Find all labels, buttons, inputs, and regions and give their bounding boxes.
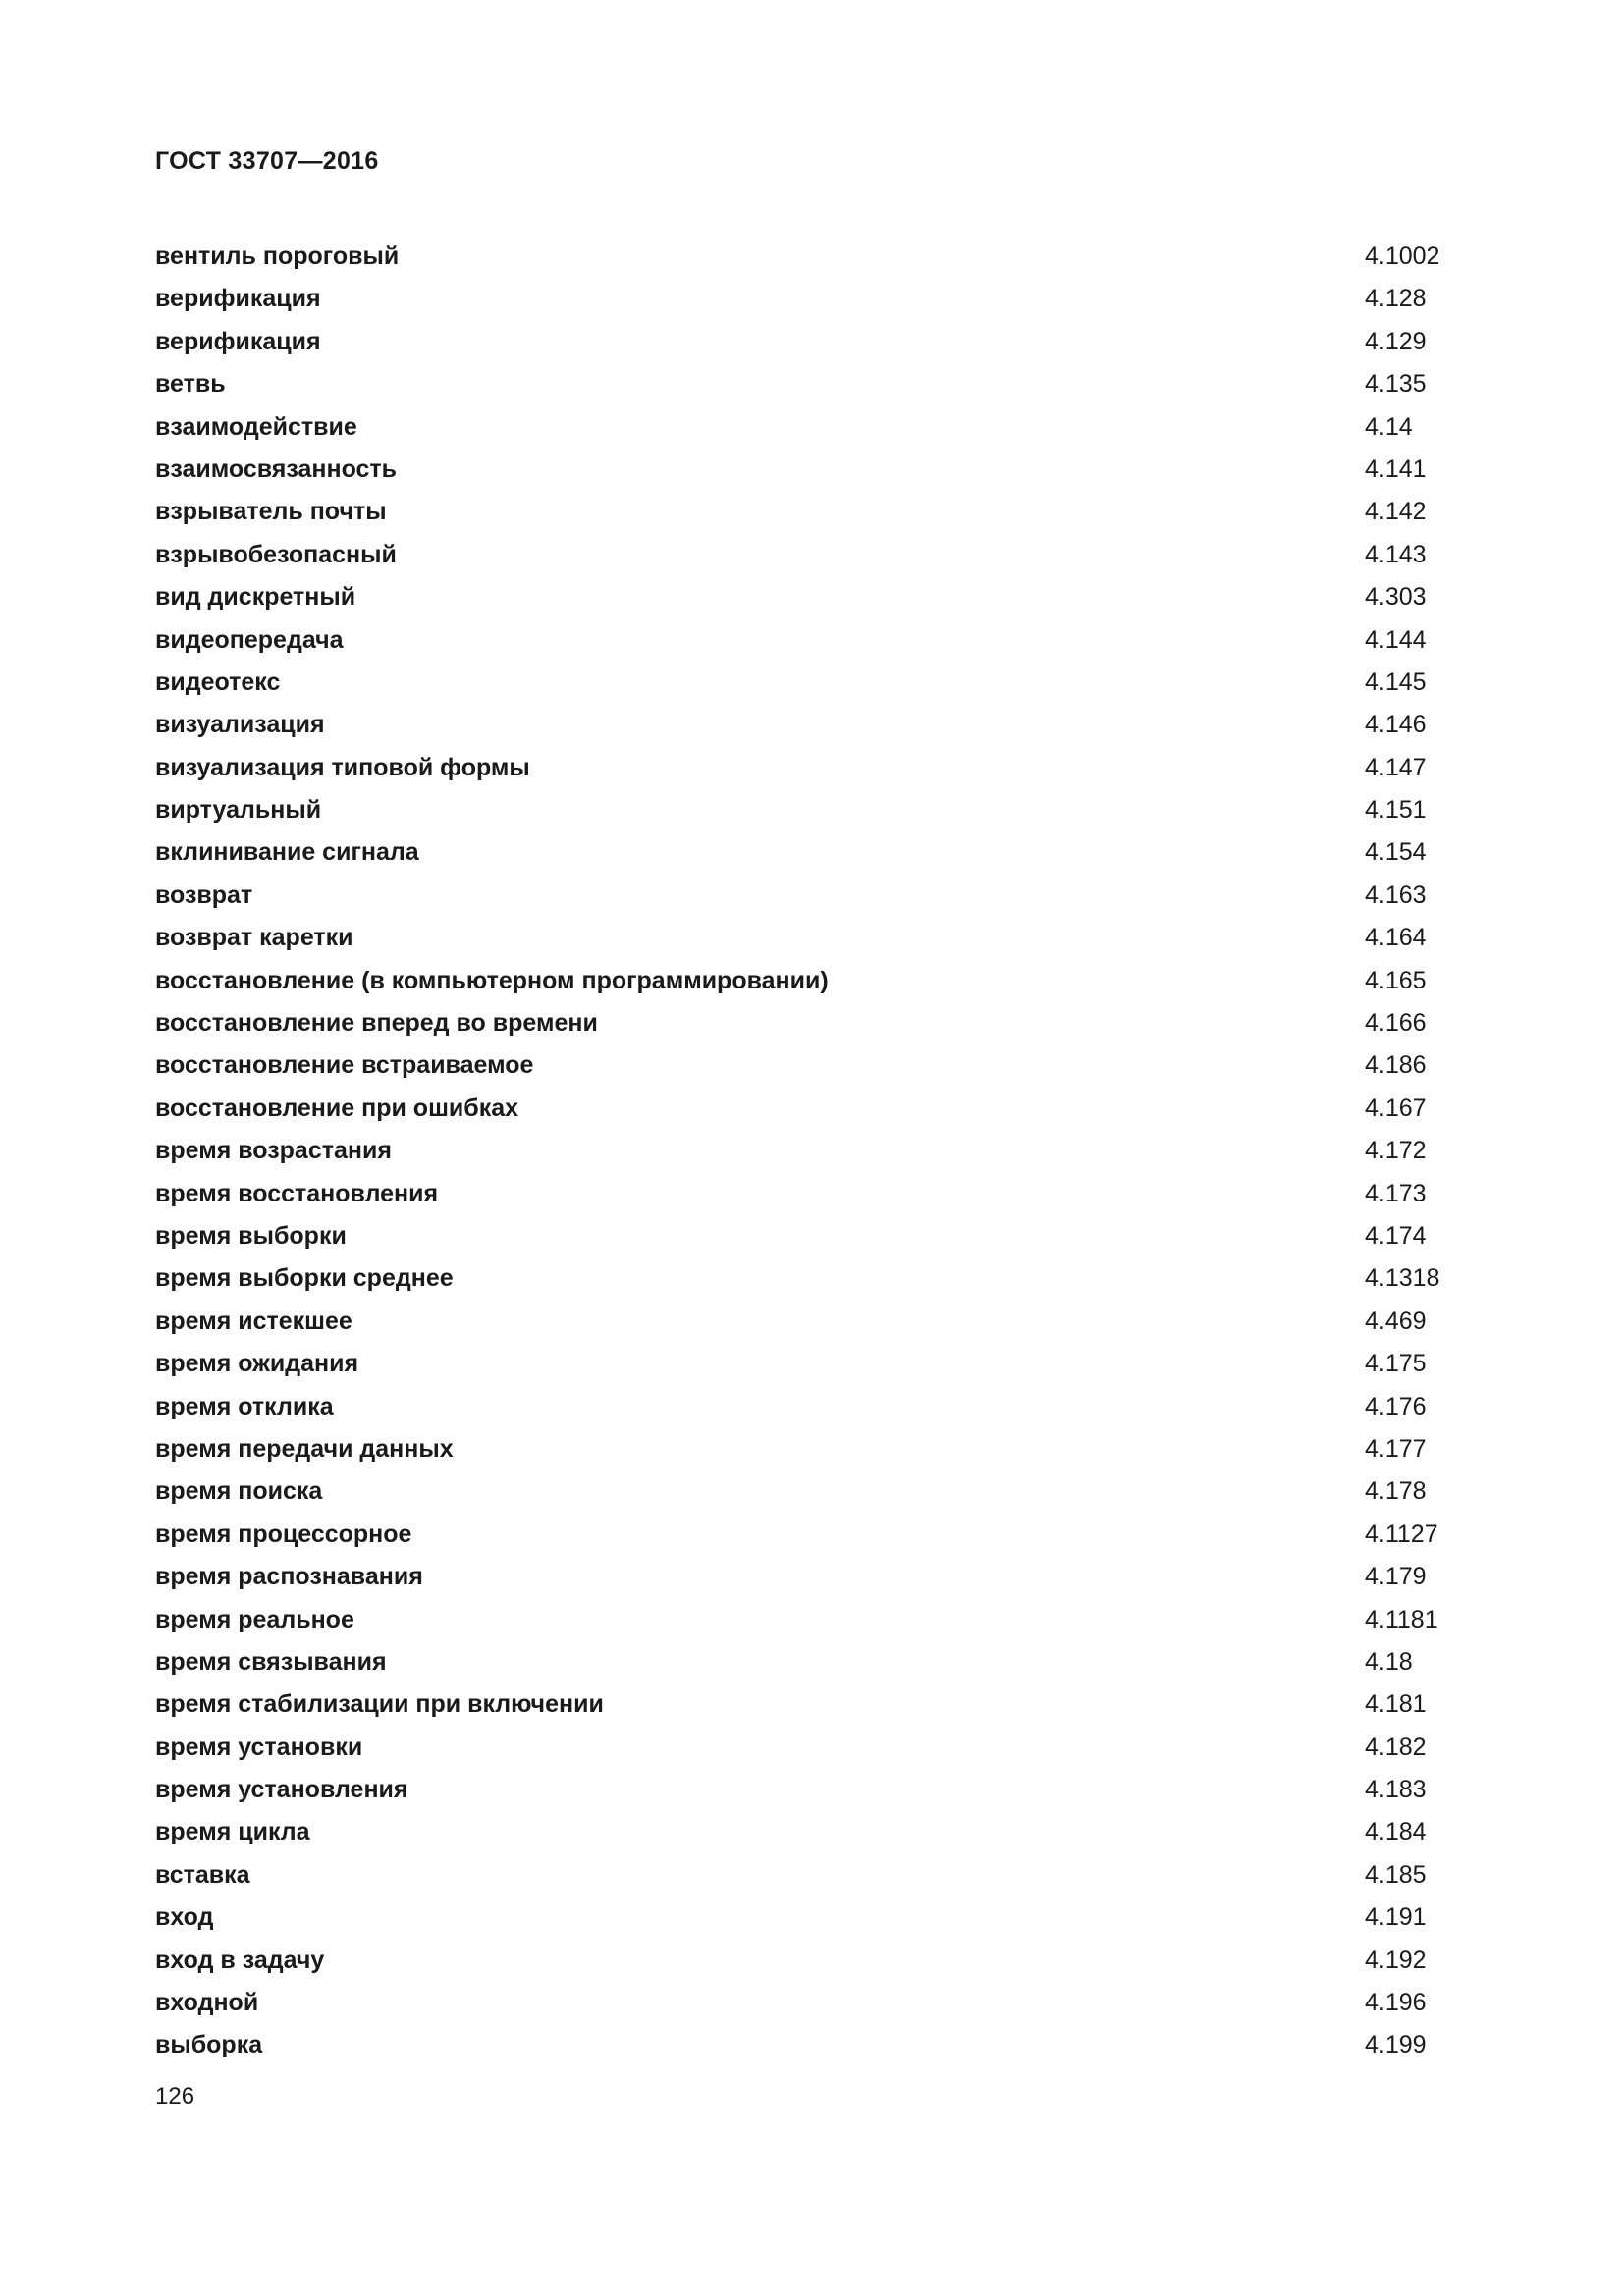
index-reference: 4.176 bbox=[1365, 1392, 1427, 1420]
index-reference: 4.1002 bbox=[1365, 242, 1440, 270]
index-entry bbox=[155, 662, 1471, 704]
index-term: восстановление (в компьютерном программировании) bbox=[155, 966, 829, 994]
index-term: восстановление встраиваемое bbox=[155, 1051, 534, 1080]
index-reference: 4.184 bbox=[1365, 1818, 1427, 1846]
index-entry bbox=[155, 1428, 1471, 1470]
index-term: ветвь bbox=[155, 370, 226, 399]
index-entry bbox=[155, 278, 1471, 320]
index-term: время передачи данных bbox=[155, 1434, 454, 1463]
index-reference: 4.173 bbox=[1365, 1179, 1427, 1207]
index-entry bbox=[155, 406, 1471, 449]
index-reference: 4.186 bbox=[1365, 1051, 1427, 1080]
index-reference: 4.178 bbox=[1365, 1477, 1427, 1506]
index-reference: 4.167 bbox=[1365, 1094, 1427, 1122]
page-number: 126 bbox=[155, 2083, 195, 2109]
index-entry bbox=[155, 1215, 1471, 1257]
index-term: время установления bbox=[155, 1776, 408, 1804]
index-reference: 4.143 bbox=[1365, 540, 1427, 568]
index-reference: 4.146 bbox=[1365, 711, 1427, 739]
index-term: входной bbox=[155, 1989, 259, 2017]
index-entry bbox=[155, 1556, 1471, 1598]
index-reference: 4.18 bbox=[1365, 1647, 1413, 1676]
index-entry bbox=[155, 534, 1471, 576]
index-reference: 4.469 bbox=[1365, 1307, 1427, 1335]
index-term: время истекшее bbox=[155, 1307, 352, 1335]
index-entry bbox=[155, 1896, 1471, 1939]
index-entry bbox=[155, 1982, 1471, 2024]
index-entry bbox=[155, 1173, 1471, 1215]
index-entry bbox=[155, 363, 1471, 405]
index-term: время стабилизации при включении bbox=[155, 1690, 604, 1719]
index-reference: 4.151 bbox=[1365, 796, 1427, 825]
index-reference: 4.199 bbox=[1365, 2031, 1427, 2059]
index-entry bbox=[155, 1769, 1471, 1811]
index-entry bbox=[155, 1854, 1471, 1896]
index-entry bbox=[155, 1130, 1471, 1172]
index-term: время восстановления bbox=[155, 1179, 439, 1207]
index-entry bbox=[155, 1470, 1471, 1513]
index-reference: 4.1127 bbox=[1365, 1520, 1438, 1548]
index-reference: 4.303 bbox=[1365, 583, 1427, 612]
index-reference: 4.177 bbox=[1365, 1434, 1427, 1463]
index-reference: 4.128 bbox=[1365, 285, 1427, 313]
index-entry bbox=[155, 1088, 1471, 1130]
index-entry bbox=[155, 1386, 1471, 1428]
index-term: виртуальный bbox=[155, 796, 322, 825]
index-term: видеотекс bbox=[155, 667, 281, 696]
index-term: верификация bbox=[155, 327, 321, 355]
index-entry bbox=[155, 1002, 1471, 1044]
index-entry bbox=[155, 236, 1471, 278]
index-term: время выборки среднее bbox=[155, 1264, 454, 1293]
index-term: взрывобезопасный bbox=[155, 540, 397, 568]
index-reference: 4.182 bbox=[1365, 1733, 1427, 1761]
index-entry bbox=[155, 831, 1471, 874]
index-entry bbox=[155, 1599, 1471, 1641]
index-entry bbox=[155, 1727, 1471, 1769]
index-term: время распознавания bbox=[155, 1563, 423, 1591]
index-entry bbox=[155, 2024, 1471, 2066]
index-term: возврат каретки bbox=[155, 924, 353, 952]
index-term: время процессорное bbox=[155, 1520, 412, 1548]
index-reference: 4.175 bbox=[1365, 1350, 1427, 1378]
index-term: восстановление вперед во времени bbox=[155, 1009, 598, 1038]
index-entry bbox=[155, 1301, 1471, 1343]
index-reference: 4.154 bbox=[1365, 838, 1427, 867]
page-header-title: ГОСТ 33707—2016 bbox=[155, 147, 379, 175]
index-term: время связывания bbox=[155, 1647, 387, 1676]
index-term: видеопередача bbox=[155, 625, 344, 654]
index-reference: 4.181 bbox=[1365, 1690, 1427, 1719]
index-term: визуализация bbox=[155, 711, 325, 739]
index-reference: 4.172 bbox=[1365, 1137, 1427, 1165]
index-reference: 4.166 bbox=[1365, 1009, 1427, 1038]
index-reference: 4.129 bbox=[1365, 327, 1427, 355]
index-reference: 4.145 bbox=[1365, 667, 1427, 696]
index-term: время возрастания bbox=[155, 1137, 392, 1165]
index-reference: 4.191 bbox=[1365, 1903, 1427, 1932]
index-reference: 4.185 bbox=[1365, 1860, 1427, 1889]
index-term: выборка bbox=[155, 2031, 263, 2059]
index-reference: 4.135 bbox=[1365, 370, 1427, 399]
index-reference: 4.141 bbox=[1365, 454, 1427, 483]
index-term: вход bbox=[155, 1903, 214, 1932]
index-reference: 4.174 bbox=[1365, 1221, 1427, 1250]
index-term: взаимодействие bbox=[155, 412, 357, 441]
index-entry bbox=[155, 1641, 1471, 1683]
index-entry bbox=[155, 1514, 1471, 1556]
index-entry bbox=[155, 960, 1471, 1002]
index-entry bbox=[155, 747, 1471, 789]
index-term: вид дискретный bbox=[155, 583, 356, 612]
index-reference: 4.179 bbox=[1365, 1563, 1427, 1591]
index-entry bbox=[155, 619, 1471, 662]
index-reference: 4.196 bbox=[1365, 1989, 1427, 2017]
index-entry bbox=[155, 875, 1471, 917]
index-entry bbox=[155, 576, 1471, 618]
index-term: взрыватель почты bbox=[155, 498, 387, 526]
index-reference: 4.163 bbox=[1365, 881, 1427, 909]
index-term: возврат bbox=[155, 881, 253, 909]
index-entry bbox=[155, 491, 1471, 533]
index-entry bbox=[155, 704, 1471, 746]
index-reference: 4.147 bbox=[1365, 753, 1427, 781]
index-reference: 4.165 bbox=[1365, 966, 1427, 994]
index-term: вклинивание сигнала bbox=[155, 838, 419, 867]
index-reference: 4.1181 bbox=[1365, 1605, 1438, 1633]
index-entry bbox=[155, 1257, 1471, 1300]
index-reference: 4.144 bbox=[1365, 625, 1427, 654]
index-term: время ожидания bbox=[155, 1350, 359, 1378]
index-reference: 4.164 bbox=[1365, 924, 1427, 952]
index-entry bbox=[155, 1044, 1471, 1087]
index-term: время реальное bbox=[155, 1605, 354, 1633]
index-term: восстановление при ошибках bbox=[155, 1094, 519, 1122]
index-term: вентиль пороговый bbox=[155, 242, 400, 270]
index-reference: 4.14 bbox=[1365, 412, 1413, 441]
index-term: время выборки bbox=[155, 1221, 347, 1250]
index-entry bbox=[155, 1343, 1471, 1385]
index-term: время цикла bbox=[155, 1818, 310, 1846]
index-term: верификация bbox=[155, 285, 321, 313]
index-term: визуализация типовой формы bbox=[155, 753, 530, 781]
index-term: время отклика bbox=[155, 1392, 334, 1420]
index-list bbox=[155, 236, 1471, 2067]
index-term: вход в задачу bbox=[155, 1946, 325, 1974]
index-reference: 4.142 bbox=[1365, 498, 1427, 526]
index-entry bbox=[155, 1811, 1471, 1853]
index-entry bbox=[155, 449, 1471, 491]
index-entry bbox=[155, 1683, 1471, 1726]
index-entry bbox=[155, 1940, 1471, 1982]
index-reference: 4.192 bbox=[1365, 1946, 1427, 1974]
index-entry bbox=[155, 917, 1471, 959]
index-entry bbox=[155, 321, 1471, 363]
index-reference: 4.1318 bbox=[1365, 1264, 1440, 1293]
index-reference: 4.183 bbox=[1365, 1776, 1427, 1804]
index-term: вставка bbox=[155, 1860, 250, 1889]
index-term: взаимосвязанность bbox=[155, 454, 398, 483]
index-term: время установки bbox=[155, 1733, 363, 1761]
index-entry bbox=[155, 789, 1471, 831]
index-term: время поиска bbox=[155, 1477, 323, 1506]
